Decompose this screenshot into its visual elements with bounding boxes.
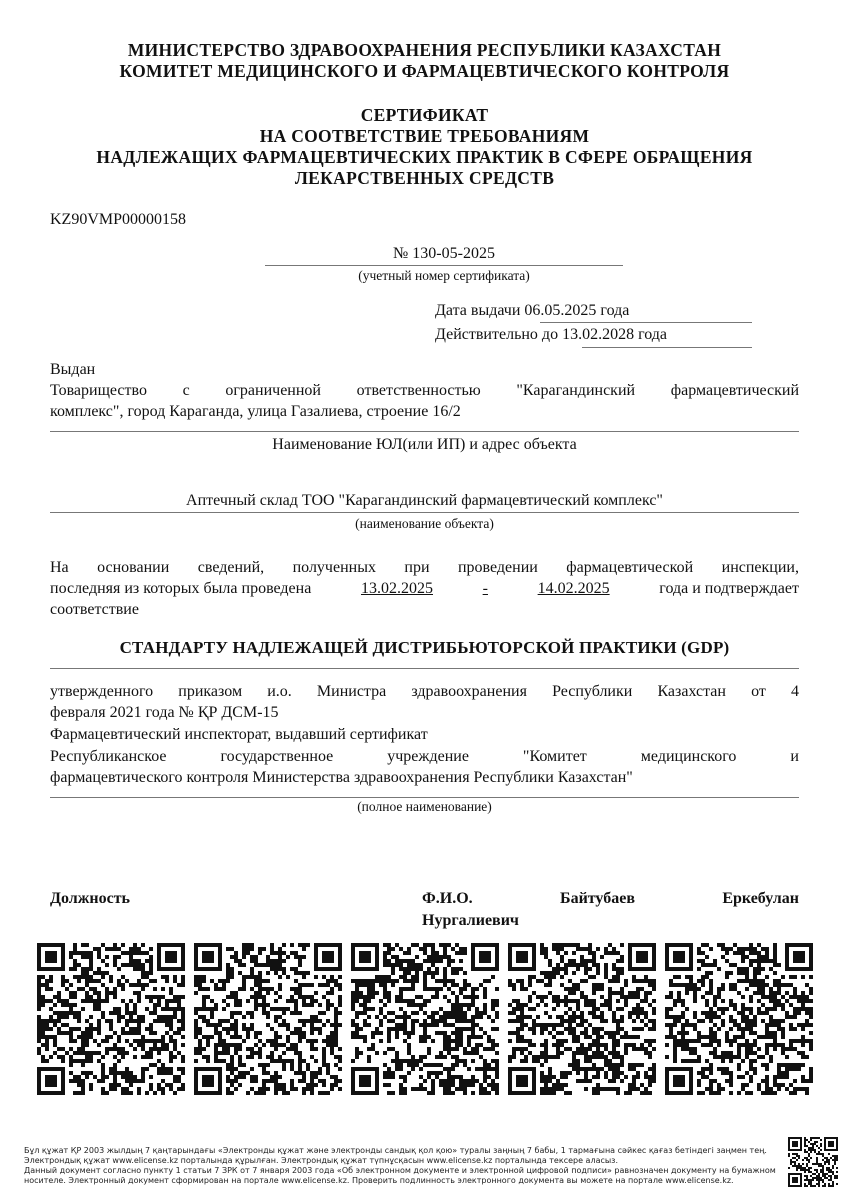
title-line: НА СООТВЕТСТВИЕ ТРЕБОВАНИЯМ bbox=[259, 126, 590, 146]
divider bbox=[50, 797, 799, 798]
issue-date: Дата выдачи 06.05.2025 года bbox=[435, 302, 630, 319]
object-caption: (наименование объекта) bbox=[355, 516, 494, 531]
footer-line: Бұл құжат ҚР 2003 жылдың 7 қаңтарындағы «Электронды құжат және электронды сандық қол қою» туралы заңның 7 бабы, 1 тармағына сәйкес қағаз бетіндегі заңмен тең. bbox=[24, 1146, 767, 1155]
certificate-title bbox=[0, 105, 849, 189]
position-label: Должность bbox=[50, 890, 131, 907]
title-line: НАДЛЕЖАЩИХ ФАРМАЦЕВТИЧЕСКИХ ПРАКТИК В СФЕРЕ ОБРАЩЕНИЯ bbox=[96, 147, 753, 167]
certificate-number: № 130-05-2025 bbox=[393, 245, 495, 262]
signer-patronymic: Нургалиевич bbox=[422, 912, 519, 929]
basis-text: последняя из которых была проведена bbox=[50, 580, 312, 597]
inspectorate-name-line: Республиканское государственное учреждение "Комитет медицинского и bbox=[50, 748, 799, 765]
basis-line: соответствие bbox=[50, 601, 139, 618]
basis-line: На основании сведений, полученных при проведении фармацевтической инспекции, bbox=[50, 559, 799, 576]
signer-name: Еркебулан bbox=[722, 890, 799, 907]
footer-line: носителе. Электронный документ сформирован на портале www.elicense.kz. Проверить подлинность электронного документа вы можете на портале www.elicense.kz. bbox=[24, 1176, 734, 1185]
title-line: СЕРТИФИКАТ bbox=[360, 105, 489, 125]
qr-code-icon bbox=[37, 943, 185, 1095]
ministry-name: МИНИСТЕРСТВО ЗДРАВООХРАНЕНИЯ РЕСПУБЛИКИ КАЗАХСТАН bbox=[127, 40, 722, 60]
approval-line: февраля 2021 года № ҚР ДСМ-15 bbox=[50, 704, 279, 721]
signer-fio-line bbox=[422, 888, 799, 909]
standard-name: СТАНДАРТУ НАДЛЕЖАЩЕЙ ДИСТРИБЬЮТОРСКОЙ ПРАКТИКИ (GDP) bbox=[119, 638, 730, 657]
divider bbox=[50, 431, 799, 432]
valid-until: Действительно до 13.02.2028 года bbox=[435, 326, 668, 343]
footer-line: Электрондық құжат www.elicense.kz порталында құрылған. Электрондық құжат түпнұсқасын www.elicense.kz порталында тексере аласыз. bbox=[24, 1156, 618, 1165]
legal-footer bbox=[24, 1146, 784, 1186]
divider bbox=[50, 668, 799, 669]
signature-qr-codes bbox=[37, 943, 813, 1095]
object-name: Аптечный склад ТОО "Карагандинский фармацевтический комплекс" bbox=[186, 492, 663, 509]
certificate-number-caption: (учетный номер сертификата) bbox=[358, 268, 530, 283]
fio-label: Ф.И.О. bbox=[422, 890, 473, 907]
inspectorate-label: Фармацевтический инспекторат, выдавший сертификат bbox=[50, 726, 428, 743]
committee-name: КОМИТЕТ МЕДИЦИНСКОГО И ФАРМАЦЕВТИЧЕСКОГО КОНТРОЛЯ bbox=[119, 61, 730, 81]
qr-code-icon bbox=[508, 943, 656, 1095]
issued-label: Выдан bbox=[50, 361, 96, 378]
footer-line: Данный документ согласно пункту 1 статьи 7 ЗРК от 7 января 2003 года «Об электронном документе и электронной цифровой подписи» равнозначен документу на бумажном bbox=[24, 1166, 776, 1175]
inspectorate-caption: (полное наименование) bbox=[357, 799, 492, 814]
basis-dates-line bbox=[50, 578, 799, 599]
inspection-start-date: 13.02.2025 bbox=[360, 580, 433, 597]
divider bbox=[582, 347, 752, 348]
inspection-end-date: 14.02.2025 bbox=[537, 580, 610, 597]
title-line: ЛЕКАРСТВЕННЫХ СРЕДСТВ bbox=[294, 168, 555, 188]
registry-number: KZ90VMP00000158 bbox=[50, 211, 187, 228]
qr-code-icon bbox=[788, 1137, 838, 1187]
signer-surname: Байтубаев bbox=[559, 890, 635, 907]
divider bbox=[540, 322, 752, 323]
company-name-line: Товарищество с ограниченной ответственностью "Карагандинский фармацевтический bbox=[50, 382, 799, 399]
qr-code-icon bbox=[665, 943, 813, 1095]
divider bbox=[265, 265, 623, 266]
company-address-line: комплекс", город Караганда, улица Газалиева, строение 16/2 bbox=[50, 403, 461, 420]
qr-code-icon bbox=[194, 943, 342, 1095]
date-dash: - bbox=[482, 580, 488, 597]
inspectorate-name-line: фармацевтического контроля Министерства здравоохранения Республики Казахстан" bbox=[50, 769, 633, 786]
company-caption: Наименование ЮЛ(или ИП) и адрес объекта bbox=[272, 436, 577, 453]
ministry-header bbox=[0, 40, 849, 82]
approval-line: утвержденного приказом и.о. Министра здравоохранения Республики Казахстан от 4 bbox=[50, 683, 799, 700]
basis-text: года и подтверждает bbox=[659, 580, 799, 597]
qr-code-icon bbox=[351, 943, 499, 1095]
divider bbox=[50, 512, 799, 513]
